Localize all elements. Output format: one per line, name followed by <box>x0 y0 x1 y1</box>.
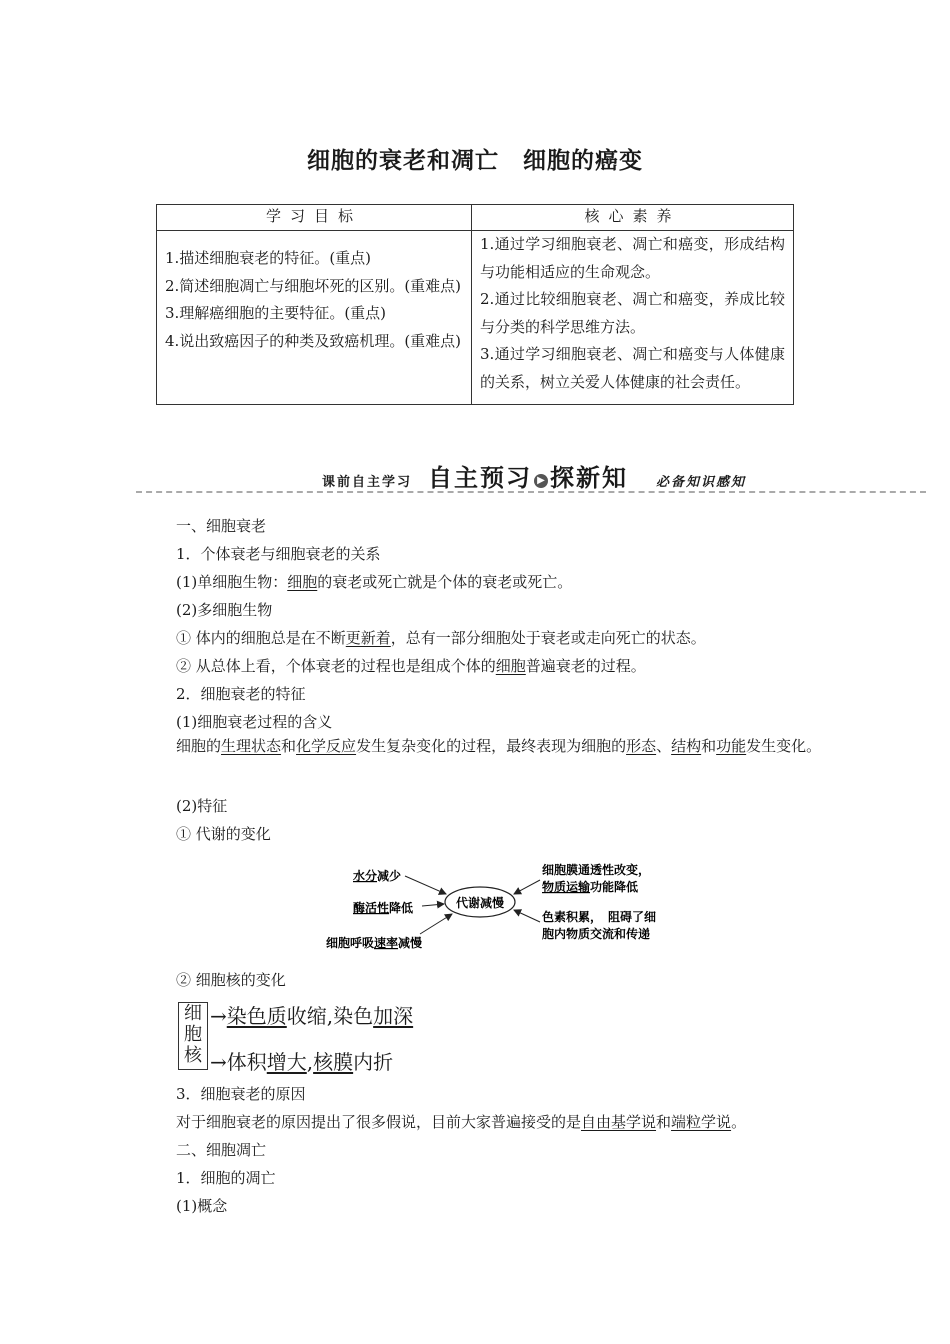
text: , <box>306 1050 314 1074</box>
underlined-answer: 端粒学说 <box>671 1113 732 1131</box>
underlined-answer: 更新着 <box>345 629 391 647</box>
banner-right-text: 必备知识感知 <box>656 475 747 490</box>
text: (1)单细胞生物： <box>176 573 288 591</box>
arrow <box>422 904 444 906</box>
paragraph <box>136 733 826 760</box>
paragraph: ② 细胞核的变化 <box>176 971 286 989</box>
competency-cell <box>472 231 794 405</box>
metabolism-diagram <box>320 856 680 956</box>
text: 的衰老或死亡就是个体的衰老或死亡。 <box>317 573 573 591</box>
text: 发生复杂变化的过程，最终表现为细胞的 <box>356 737 627 755</box>
underlined-answer: 细胞 <box>495 657 526 675</box>
right-label-2b: 胞内物质交流和传递 <box>542 927 651 941</box>
left-label-2 <box>353 900 414 915</box>
text: 对于细胞衰老的原因提出了很多假说，目前大家普遍接受的是 <box>176 1113 582 1131</box>
underlined-answer: 水分 <box>353 869 378 883</box>
paragraph: (1)细胞衰老过程的含义 <box>176 713 333 731</box>
paragraph <box>176 571 572 592</box>
underlined-answer: 速率 <box>374 936 399 950</box>
text: 。 <box>731 1113 747 1131</box>
text: ，总有一部分细胞处于衰老或走向死亡的状态。 <box>390 629 706 647</box>
text: 普遍衰老的过程。 <box>525 657 646 675</box>
text: 发生变化。 <box>746 737 822 755</box>
text: 和 <box>701 737 717 755</box>
banner-main-text <box>428 458 628 493</box>
subsection-heading: 1．个体衰老与细胞衰老的关系 <box>176 545 381 563</box>
text: ② 从总体上看，个体衰老的过程也是组成个体的 <box>176 657 496 675</box>
section-heading: 一、细胞衰老 <box>176 517 267 535</box>
right-label-1a: 细胞膜通透性改变， <box>542 863 651 877</box>
underlined-answer: 形态 <box>626 737 657 755</box>
right-label-2a: 色素积累， 阻碍了细 <box>542 910 657 924</box>
center-label: 代谢减慢 <box>455 896 505 910</box>
goals-cell <box>157 231 472 405</box>
nucleus-box <box>178 1002 208 1070</box>
text: 内折 <box>353 1050 394 1074</box>
arrow <box>514 880 540 894</box>
arrow-right-icon: ▶ <box>534 474 548 488</box>
underlined-answer: 核膜 <box>313 1050 354 1074</box>
subsection-heading: 3．细胞衰老的原因 <box>176 1085 306 1103</box>
left-label-3 <box>326 935 422 950</box>
text: 降低 <box>389 901 414 915</box>
banner-main-b: 探新知 <box>550 464 628 492</box>
banner-main-a: 自主预习 <box>428 464 532 492</box>
text: 减慢 <box>398 936 423 950</box>
competency-item: 3.通过学习细胞衰老、凋亡和癌变与人体健康的关系，树立关爱人体健康的社会责任。 <box>480 345 785 391</box>
text: 细胞的 <box>176 737 222 755</box>
underlined-answer: 酶活性 <box>353 901 390 915</box>
paragraph: ① 代谢的变化 <box>176 825 271 843</box>
text: 收缩,染色 <box>286 1004 374 1028</box>
text: 和 <box>281 737 297 755</box>
underlined-answer: 细胞 <box>287 573 318 591</box>
text: 和 <box>656 1113 672 1131</box>
subsection-heading: 2．细胞衰老的特征 <box>176 685 306 703</box>
arrow-right-icon: → <box>210 1004 227 1028</box>
underlined-answer: 加深 <box>373 1004 414 1028</box>
goal-item: 2.简述细胞凋亡与细胞坏死的区别。(重难点) <box>165 276 462 295</box>
subsection-heading: 1．细胞的凋亡 <box>176 1169 276 1187</box>
box-char: 细 <box>184 1003 202 1024</box>
banner-divider <box>136 491 926 493</box>
nucleus-line-2 <box>210 1046 393 1075</box>
nucleus-line-1 <box>210 1000 413 1029</box>
competency-item: 1.通过学习细胞衰老、凋亡和癌变，形成结构与功能相适应的生命观念。 <box>480 235 785 281</box>
box-char: 胞 <box>184 1024 202 1045</box>
arrow <box>420 914 452 934</box>
paragraph: (2)特征 <box>176 797 228 815</box>
text: 功能降低 <box>590 880 639 894</box>
goals-header: 学习目标 <box>157 205 472 231</box>
paragraph <box>176 1111 746 1132</box>
goal-item: 3.理解癌细胞的主要特征。(重点) <box>165 304 387 322</box>
banner-left-text: 课前自主学习 <box>322 475 413 490</box>
text: ① 体内的细胞总是在不断 <box>176 629 346 647</box>
left-label-1 <box>353 868 401 883</box>
underlined-answer: 增大 <box>266 1050 307 1074</box>
underlined-answer: 物质运输 <box>542 880 591 894</box>
goal-item: 4.说出致癌因子的种类及致癌机理。(重难点) <box>165 331 462 350</box>
arrow <box>405 876 446 894</box>
paragraph <box>176 655 646 676</box>
nucleus-diagram <box>178 1000 478 1072</box>
text: 细胞呼吸 <box>326 936 375 950</box>
underlined-answer: 生理状态 <box>221 737 282 755</box>
underlined-answer: 结构 <box>671 737 702 755</box>
competency-item: 2.通过比较细胞衰老、凋亡和癌变，养成比较与分类的科学思维方法。 <box>480 290 785 336</box>
paragraph <box>176 627 706 648</box>
underlined-answer: 染色质 <box>226 1004 287 1028</box>
competency-header: 核心素养 <box>472 205 794 231</box>
text: 减少 <box>377 869 402 883</box>
text: 、 <box>656 737 672 755</box>
paragraph: (2)多细胞生物 <box>176 601 273 619</box>
box-char: 核 <box>184 1045 202 1066</box>
underlined-answer: 自由基学说 <box>581 1113 657 1131</box>
section-heading: 二、细胞凋亡 <box>176 1141 267 1159</box>
learning-goals-table <box>156 204 794 405</box>
underlined-answer: 化学反应 <box>296 737 357 755</box>
goal-item: 1.描述细胞衰老的特征。(重点) <box>165 249 372 267</box>
section-banner <box>136 458 926 496</box>
paragraph: (1)概念 <box>176 1197 228 1215</box>
underlined-answer: 功能 <box>716 737 747 755</box>
right-label-1b <box>542 879 639 894</box>
page-title: 细胞的衰老和凋亡 细胞的癌变 <box>307 148 643 174</box>
arrow <box>514 910 540 922</box>
text: →体积 <box>210 1050 267 1074</box>
